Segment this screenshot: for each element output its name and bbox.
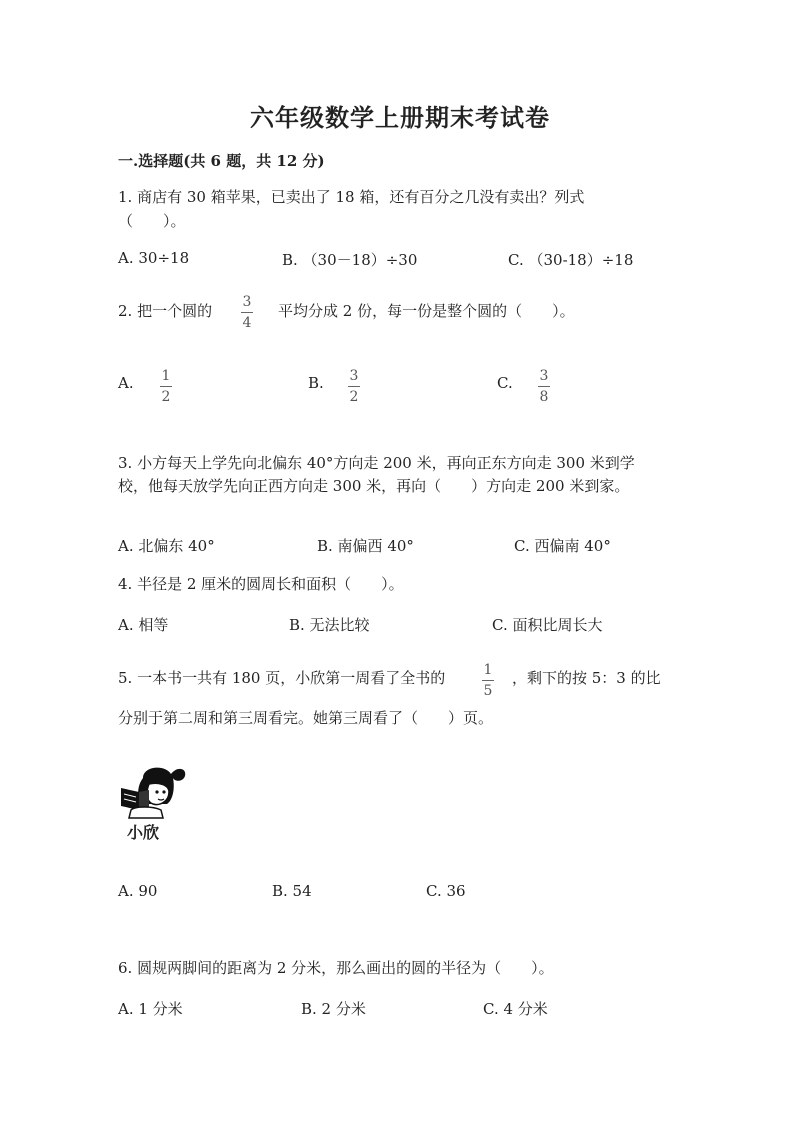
- fraction-numerator: 3: [349, 368, 359, 384]
- question-6-option-c: C. 4 分米: [483, 1000, 548, 1018]
- fraction-denominator: 5: [483, 683, 493, 699]
- question-5-text-start: 5. 一本书一共有 180 页，小欣第一周看了全书的: [118, 669, 446, 687]
- question-2-text-start: 2. 把一个圆的: [118, 302, 213, 320]
- question-2-text-end: 平均分成 2 份，每一份是整个圆的（ ）。: [278, 302, 575, 320]
- question-6-line-1: 6. 圆规两脚间的距离为 2 分米，那么画出的圆的半径为（ ）。: [118, 959, 554, 977]
- question-1-option-a: A. 30÷18: [118, 249, 190, 267]
- fraction-numerator: 1: [161, 368, 171, 384]
- question-2-option-c: C.: [497, 374, 513, 392]
- fraction-denominator: 2: [349, 389, 359, 405]
- question-4-line-1: 4. 半径是 2 厘米的圆周长和面积（ ）。: [118, 575, 404, 593]
- question-2-option-a-fraction: [160, 368, 172, 405]
- fraction-bar: [241, 312, 253, 313]
- fraction-numerator: 3: [539, 368, 549, 384]
- question-5-line-2: 分别于第二周和第三周看完。她第三周看了（ ）页。: [118, 709, 494, 727]
- question-4-option-b: B. 无法比较: [289, 616, 370, 634]
- fraction-denominator: 8: [539, 389, 549, 405]
- question-3-option-c: C. 西偏南 40°: [514, 537, 611, 555]
- question-2-option-b-fraction: [348, 368, 360, 405]
- question-5-option-c: C. 36: [426, 882, 466, 900]
- fraction-bar: [482, 680, 494, 681]
- page-title: 六年级数学上册期末考试卷: [250, 103, 550, 132]
- figure-caption: 小欣: [127, 823, 160, 842]
- question-3-option-a: A. 北偏东 40°: [118, 537, 215, 555]
- question-2-option-b: B.: [308, 374, 324, 392]
- fraction-numerator: 3: [242, 294, 252, 310]
- question-2-fraction: [241, 294, 253, 331]
- question-1-line-2: （ ）。: [118, 212, 186, 230]
- question-5-option-a: A. 90: [118, 882, 158, 900]
- question-3-line-2: 校，他每天放学先向正西方向走 300 米，再向（ ）方向走 200 米到家。: [118, 477, 630, 495]
- question-3-line-1: 3. 小方每天上学先向北偏东 40°方向走 200 米，再向正东方向走 300 米到学: [118, 454, 635, 472]
- question-4-option-c: C. 面积比周长大: [492, 616, 603, 634]
- question-3-option-b: B. 南偏西 40°: [317, 537, 414, 555]
- fraction-denominator: 2: [161, 389, 171, 405]
- fraction-bar: [538, 386, 550, 387]
- question-1-line-1: 1. 商店有 30 箱苹果，已卖出了 18 箱，还有百分之几没有卖出？列式: [118, 188, 585, 206]
- question-6-option-b: B. 2 分米: [301, 1000, 366, 1018]
- question-2-option-a: A.: [118, 374, 134, 392]
- fraction-bar: [160, 386, 172, 387]
- fraction-denominator: 4: [242, 315, 252, 331]
- question-2-option-c-fraction: [538, 368, 550, 405]
- section-heading: 一.选择题(共 6 题，共 12 分): [118, 152, 325, 170]
- question-5-option-b: B. 54: [272, 882, 312, 900]
- question-1-option-b: B. （30－18）÷30: [282, 251, 418, 269]
- fraction-bar: [348, 386, 360, 387]
- question-6-option-a: A. 1 分米: [118, 1000, 183, 1018]
- girl-reading-illustration: [113, 760, 193, 850]
- fraction-numerator: 1: [483, 662, 493, 678]
- question-5-text-end: ，剩下的按 5：3 的比: [512, 669, 661, 687]
- question-4-option-a: A. 相等: [118, 616, 169, 634]
- question-1-option-c: C. （30-18）÷18: [508, 251, 634, 269]
- question-5-fraction: [482, 662, 494, 699]
